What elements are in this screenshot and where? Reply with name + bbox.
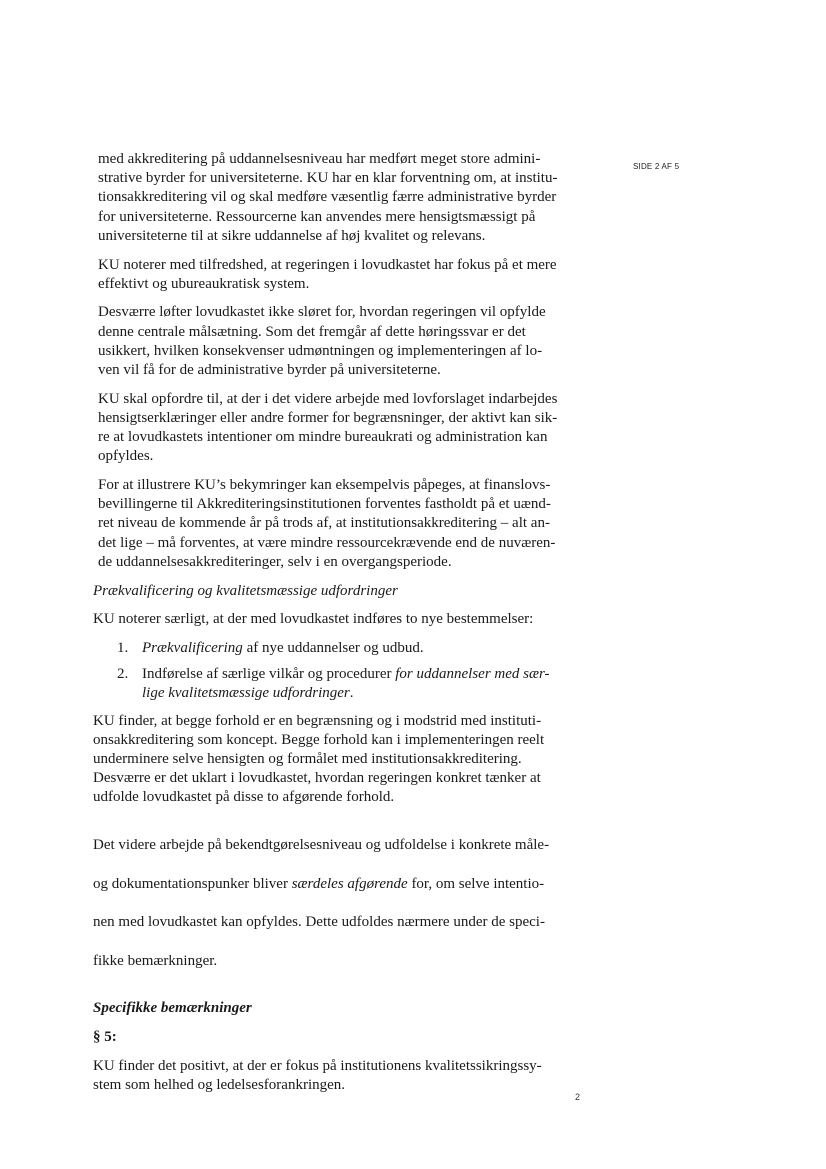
list-item — [117, 639, 610, 658]
document-body — [90, 150, 610, 1105]
paragraph-further-work — [90, 817, 610, 990]
paragraph-line: fikke bemærkninger. — [93, 952, 218, 969]
list-item-emphasis: Prækvalificering — [142, 639, 243, 656]
list-item-text: af nye uddannelser og udbud. — [242, 639, 424, 656]
list-item-emphasis-continued: lige kvalitetsmæssige udfordringer — [142, 685, 350, 702]
paragraph-findings: KU finder, at begge forhold er en begrænsning og i modstrid med instituti- onsakkreditering som koncept. Begge forhold kan i implementeringen reelt underminere selve hensigten og formålet med institutionsakkreditering. Desværre er det uklart i lovudkastet, hvordan regeringen konkret tænker at udfolde lovudkastet på disse to afgørende forhold. — [93, 712, 545, 806]
heading-specific-remarks: Specifikke bemærkninger — [93, 1000, 252, 1017]
paragraph-section-5: KU finder det positivt, at der er fokus på institutionens kvalitetssikringssy- stem som helhed og ledelsesforankringen. — [93, 1057, 542, 1094]
provisions-list — [90, 639, 610, 704]
paragraph-budget-concerns: For at illustrere KU’s bekymringer kan eksempelvis påpeges, at finanslovs- bevillingerne til Akkrediteringsinstitutionen forventes fastholdt på et uænd- ret niveau de kommende år på trods af, at institutionsakkreditering – alt an- det lige – må forventes, at være mindre ressourcekrævende end de nuværen- de uddannelsesakkrediteringer, selv i en overgangsperiode. — [98, 477, 556, 570]
page-number: 2 — [575, 1092, 581, 1102]
list-number: 2. — [117, 666, 129, 683]
paragraph-text: og dokumentationspunker bliver — [93, 875, 292, 892]
subheading-prequalification: Prækvalificering og kvalitetsmæssige udfordringer — [93, 582, 398, 599]
page-indicator: SIDE 2 AF 5 — [633, 162, 680, 171]
paragraph-unclear-goal: Desværre løfter lovudkastet ikke sløret for, hvordan regeringen vil opfylde denne centrale målsætning. Som det fremgår af dette høringssvar er det usikkert, hvilken konsekvenser udmøntningen og implementeringen af lo- ven vil få for de administrative byrder på universiteterne. — [98, 304, 546, 379]
list-number: 1. — [117, 639, 129, 656]
paragraph-text: for, om selve intentio- — [407, 875, 545, 892]
list-item-end: . — [349, 685, 354, 702]
paragraph-administrative-burdens: med akkreditering på uddannelsesniveau har medført meget store admini- strative byrder for universiteterne. KU har en klar forventning om, at institu- tionsakkreditering vil og skal medføre væsentlig færre administrative byrder for universiteterne. Ressourcerne kan anvendes mere hensigtsmæssigt på universiteterne til at sikre uddannelse af høj kvalitet og relevans. — [98, 151, 558, 244]
paragraph-new-provisions-intro: KU noterer særligt, at der med lovudkastet indføres to nye bestemmelser: — [93, 611, 534, 628]
list-item-text: Indførelse af særlige vilkår og procedurer — [142, 666, 396, 683]
paragraph-efficient-system: KU noterer med tilfredshed, at regeringen i lovudkastet har fokus på et mere effektivt og ubureaukratisk system. — [98, 256, 557, 292]
list-item — [117, 665, 610, 703]
paragraph-recommendation: KU skal opfordre til, at der i det videre arbejde med lovforslaget indarbejdes hensigtserklæringer eller andre former for begrænsninger, der aktivt kan sik- re at lovudkastets intentioner om mindre bureaukrati og administration kan opfyldes. — [98, 390, 558, 465]
list-item-emphasis: for uddannelser med sær- — [395, 666, 550, 683]
paragraph-line: nen med lovudkastet kan opfyldes. Dette udfoldes nærmere under de speci- — [93, 914, 545, 931]
emphasis-text: særdeles afgørende — [291, 875, 408, 892]
section-heading: § 5: — [93, 1029, 117, 1046]
paragraph-line: Det videre arbejde på bekendtgørelsesniveau og udfoldelse i konkrete måle- — [93, 837, 550, 854]
